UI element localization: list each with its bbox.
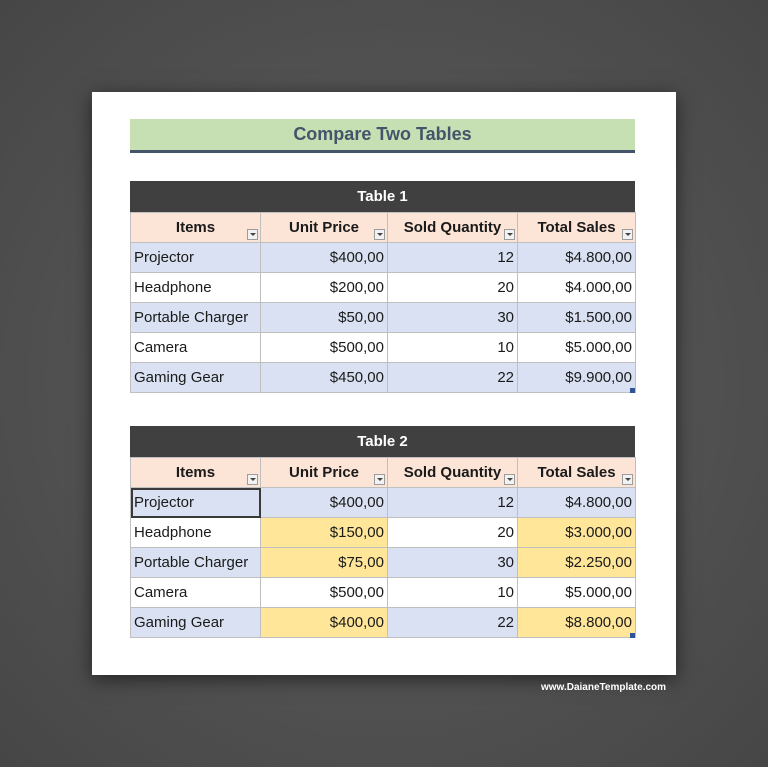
cell-unit-price[interactable]: $200,00 bbox=[261, 273, 388, 303]
filter-dropdown-icon[interactable] bbox=[247, 474, 258, 485]
filter-dropdown-icon[interactable] bbox=[374, 229, 385, 240]
cell-sold-quantity[interactable]: 12 bbox=[388, 243, 518, 273]
table-row bbox=[131, 608, 636, 638]
cell-sold-quantity[interactable]: 20 bbox=[388, 273, 518, 303]
header-label: Items bbox=[175, 219, 216, 236]
filter-dropdown-icon[interactable] bbox=[622, 229, 633, 240]
table-row bbox=[131, 488, 636, 518]
cell-item[interactable]: Headphone bbox=[131, 273, 261, 303]
cell-item[interactable]: Headphone bbox=[131, 518, 261, 548]
cell-item-selected[interactable]: Projector bbox=[131, 488, 261, 518]
header-items[interactable] bbox=[131, 458, 261, 488]
filter-dropdown-icon[interactable] bbox=[504, 474, 515, 485]
header-label: Total Sales bbox=[537, 219, 616, 236]
cell-total-sales-diff[interactable]: $3.000,00 bbox=[518, 518, 636, 548]
page-title: Compare Two Tables bbox=[130, 119, 635, 153]
cell-total-sales[interactable]: $4.000,00 bbox=[518, 273, 636, 303]
table-resize-handle[interactable] bbox=[630, 633, 635, 638]
table-header-row bbox=[131, 458, 636, 488]
header-unit-price[interactable] bbox=[261, 213, 388, 243]
table-row bbox=[131, 333, 636, 363]
cell-sold-quantity[interactable]: 10 bbox=[388, 333, 518, 363]
cell-sold-quantity[interactable]: 22 bbox=[388, 363, 518, 393]
header-label: Items bbox=[175, 464, 216, 481]
header-label: Sold Quantity bbox=[403, 219, 502, 236]
table-row bbox=[131, 578, 636, 608]
cell-total-sales[interactable]: $1.500,00 bbox=[518, 303, 636, 333]
table-row bbox=[131, 273, 636, 303]
header-unit-price[interactable] bbox=[261, 458, 388, 488]
cell-total-sales[interactable]: $9.900,00 bbox=[518, 363, 636, 393]
cell-sold-quantity[interactable]: 20 bbox=[388, 518, 518, 548]
cell-total-sales[interactable]: $4.800,00 bbox=[518, 243, 636, 273]
header-label: Total Sales bbox=[537, 464, 616, 481]
cell-unit-price[interactable]: $450,00 bbox=[261, 363, 388, 393]
header-items[interactable] bbox=[131, 213, 261, 243]
cell-unit-price[interactable]: $400,00 bbox=[261, 488, 388, 518]
cell-item[interactable]: Portable Charger bbox=[131, 548, 261, 578]
header-label: Unit Price bbox=[288, 464, 360, 481]
header-sold-quantity[interactable] bbox=[388, 213, 518, 243]
cell-sold-quantity[interactable]: 10 bbox=[388, 578, 518, 608]
table-row bbox=[131, 548, 636, 578]
cell-total-sales-diff[interactable]: $2.250,00 bbox=[518, 548, 636, 578]
header-label: Unit Price bbox=[288, 219, 360, 236]
table-2-caption: Table 2 bbox=[130, 426, 635, 457]
table-row bbox=[131, 363, 636, 393]
table-row bbox=[131, 518, 636, 548]
table-row bbox=[131, 303, 636, 333]
cell-sold-quantity[interactable]: 30 bbox=[388, 548, 518, 578]
table-2 bbox=[130, 426, 635, 638]
header-total-sales[interactable] bbox=[518, 213, 636, 243]
table-1-caption: Table 1 bbox=[130, 181, 635, 212]
cell-item[interactable]: Portable Charger bbox=[131, 303, 261, 333]
header-sold-quantity[interactable] bbox=[388, 458, 518, 488]
table-resize-handle[interactable] bbox=[630, 388, 635, 393]
cell-item[interactable]: Projector bbox=[131, 243, 261, 273]
cell-unit-price[interactable]: $50,00 bbox=[261, 303, 388, 333]
cell-unit-price-diff[interactable]: $150,00 bbox=[261, 518, 388, 548]
cell-item[interactable]: Camera bbox=[131, 333, 261, 363]
table-2-grid bbox=[130, 457, 636, 638]
header-label: Sold Quantity bbox=[403, 464, 502, 481]
cell-sold-quantity[interactable]: 12 bbox=[388, 488, 518, 518]
cell-item[interactable]: Camera bbox=[131, 578, 261, 608]
cell-total-sales[interactable]: $5.000,00 bbox=[518, 578, 636, 608]
worksheet bbox=[92, 92, 676, 675]
cell-total-sales[interactable]: $4.800,00 bbox=[518, 488, 636, 518]
cell-unit-price-diff[interactable]: $400,00 bbox=[261, 608, 388, 638]
cell-total-sales[interactable]: $5.000,00 bbox=[518, 333, 636, 363]
cell-item[interactable]: Gaming Gear bbox=[131, 363, 261, 393]
table-1 bbox=[130, 181, 635, 393]
watermark: www.DaianeTemplate.com bbox=[541, 682, 667, 693]
cell-unit-price[interactable]: $400,00 bbox=[261, 243, 388, 273]
cell-unit-price[interactable]: $500,00 bbox=[261, 333, 388, 363]
table-header-row bbox=[131, 213, 636, 243]
cell-item[interactable]: Gaming Gear bbox=[131, 608, 261, 638]
cell-unit-price-diff[interactable]: $75,00 bbox=[261, 548, 388, 578]
filter-dropdown-icon[interactable] bbox=[622, 474, 633, 485]
cell-total-sales-diff[interactable]: $8.800,00 bbox=[518, 608, 636, 638]
header-total-sales[interactable] bbox=[518, 458, 636, 488]
filter-dropdown-icon[interactable] bbox=[504, 229, 515, 240]
cell-sold-quantity[interactable]: 30 bbox=[388, 303, 518, 333]
filter-dropdown-icon[interactable] bbox=[247, 229, 258, 240]
table-1-grid bbox=[130, 212, 636, 393]
cell-unit-price[interactable]: $500,00 bbox=[261, 578, 388, 608]
table-row bbox=[131, 243, 636, 273]
cell-sold-quantity[interactable]: 22 bbox=[388, 608, 518, 638]
filter-dropdown-icon[interactable] bbox=[374, 474, 385, 485]
